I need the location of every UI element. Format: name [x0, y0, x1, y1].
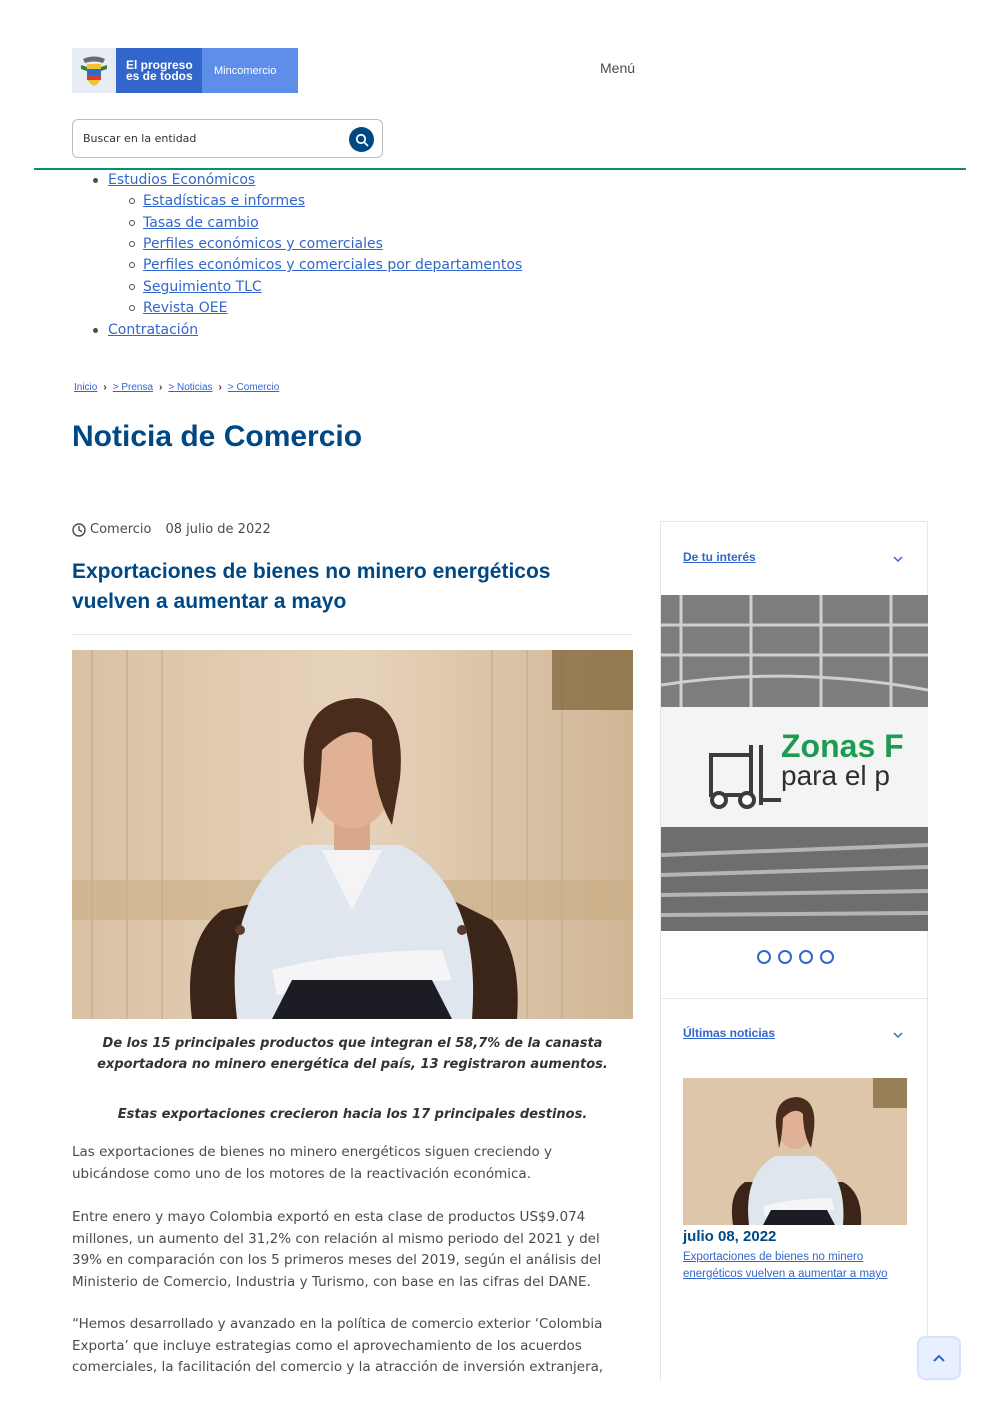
clock-icon [72, 523, 86, 537]
nav-subitem[interactable] [143, 257, 522, 273]
nav-item-estudios[interactable] [108, 172, 255, 188]
search-icon [355, 133, 369, 147]
latest-news-photo[interactable] [683, 1078, 907, 1225]
carousel-dot[interactable] [757, 950, 771, 964]
breadcrumb-inicio[interactable]: Inicio [74, 382, 98, 393]
bullet [129, 241, 135, 247]
nav-link[interactable]: Estudios Económicos [108, 172, 256, 188]
nav-subitem[interactable] [143, 236, 383, 252]
bullet [129, 305, 135, 311]
breadcrumb [74, 382, 279, 393]
search-box [72, 119, 383, 158]
breadcrumb-prensa[interactable]: > Prensa [112, 382, 154, 393]
carousel-dot[interactable] [820, 950, 834, 964]
chevron-down-icon[interactable] [893, 556, 903, 563]
bullet [93, 328, 98, 333]
sidebar [660, 521, 928, 1381]
bullet [129, 284, 135, 290]
carousel-dots [757, 950, 834, 964]
nav-sublink[interactable]: Perfiles económicos y comerciales [143, 236, 383, 252]
divider [661, 998, 927, 999]
carousel-dot[interactable] [799, 950, 813, 964]
zonas-francas-banner[interactable] [661, 595, 928, 931]
article-date: 08 julio de 2022 [165, 522, 271, 537]
bullet [129, 198, 135, 204]
search-button[interactable] [349, 127, 374, 152]
interest-toggle[interactable]: De tu interés [683, 550, 756, 564]
article-photo [72, 650, 633, 1019]
breadcrumb-separator: › [103, 382, 107, 393]
divider [72, 634, 633, 635]
latest-news-toggle[interactable]: Últimas noticias [683, 1026, 776, 1040]
logo-slogan [116, 48, 202, 93]
nav-subitem[interactable] [143, 193, 305, 209]
header-divider [34, 168, 966, 170]
logo-line1: El progreso [126, 58, 193, 72]
carousel-dot[interactable] [778, 950, 792, 964]
article-caption-1: De los 15 principales productos que integran el 58,7% de la canasta exportadora no minero energética del país, 13 registraron aumentos. [97, 1036, 608, 1072]
article-paragraph: “Hemos desarrollado y avanzado en la política de comercio exterior ‘Colombia Exporta’ que incluye estrategias como el aprovechamiento de los acuerdos comerciales, la facilitación del comercio y la atracción de inversión extranjera, [72, 1316, 604, 1375]
nav-sublink[interactable]: Revista OEE [143, 300, 228, 316]
nav-sublink[interactable]: Seguimiento TLC [143, 279, 262, 295]
nav-sublink[interactable]: Tasas de cambio [143, 215, 259, 231]
page-title: Noticia de Comercio [72, 420, 363, 453]
latest-news-date: julio 08, 2022 [683, 1228, 777, 1245]
bullet [129, 220, 135, 226]
logo-ministry: Mincomercio [202, 48, 298, 93]
banner-line2: para el p [781, 760, 890, 791]
back-to-top-button[interactable] [917, 1336, 961, 1380]
nav-sublink[interactable]: Estadísticas e informes [143, 193, 306, 209]
logo-line2: es de todos [126, 69, 193, 83]
banner-line1: Zonas F [781, 728, 904, 764]
nav-subitem[interactable] [143, 279, 262, 295]
menu-button[interactable]: Menú [600, 60, 636, 76]
nav-subitem[interactable] [143, 215, 259, 231]
article-title: Exportaciones de bienes no minero energéticos vuelven a aumentar a mayo [72, 560, 551, 613]
breadcrumb-separator: › [218, 382, 222, 393]
article-category: Comercio [90, 522, 152, 537]
chevron-up-icon [933, 1354, 945, 1362]
article-paragraph: Las exportaciones de bienes no minero energéticos siguen creciendo y ubicándose como uno de los motores de la reactivación económica. [72, 1144, 552, 1182]
latest-news-link[interactable]: Exportaciones de bienes no minero energéticos vuelven a aumentar a mayo [683, 1251, 888, 1280]
coat-of-arms-icon [72, 48, 116, 93]
article-paragraph: Entre enero y mayo Colombia exportó en esta clase de productos US$9.074 millones, un aumento del 31,2% con relación al mismo periodo del 2021 y del 39% en comparación con los 5 primeros meses del 2019, según el análisis del Ministerio de Comercio, Industria y Turismo, con base en las cifras del DANE. [72, 1209, 602, 1290]
nav-item-contratacion[interactable] [108, 322, 198, 338]
article-meta [72, 522, 271, 537]
nav-subitem[interactable] [143, 300, 227, 316]
article-caption-2: Estas exportaciones crecieron hacia los 17 principales destinos. [117, 1107, 588, 1122]
breadcrumb-comercio[interactable]: > Comercio [227, 382, 280, 393]
chevron-down-icon[interactable] [893, 1032, 903, 1039]
nav-link[interactable]: Contratación [108, 322, 199, 338]
breadcrumb-separator: › [159, 382, 163, 393]
nav-sublink[interactable]: Perfiles económicos y comerciales por departamentos [143, 257, 523, 273]
bullet [129, 262, 135, 268]
breadcrumb-noticias[interactable]: > Noticias [168, 382, 213, 393]
gov-logo[interactable] [72, 48, 298, 93]
search-input[interactable] [83, 132, 333, 145]
bullet [93, 178, 98, 183]
